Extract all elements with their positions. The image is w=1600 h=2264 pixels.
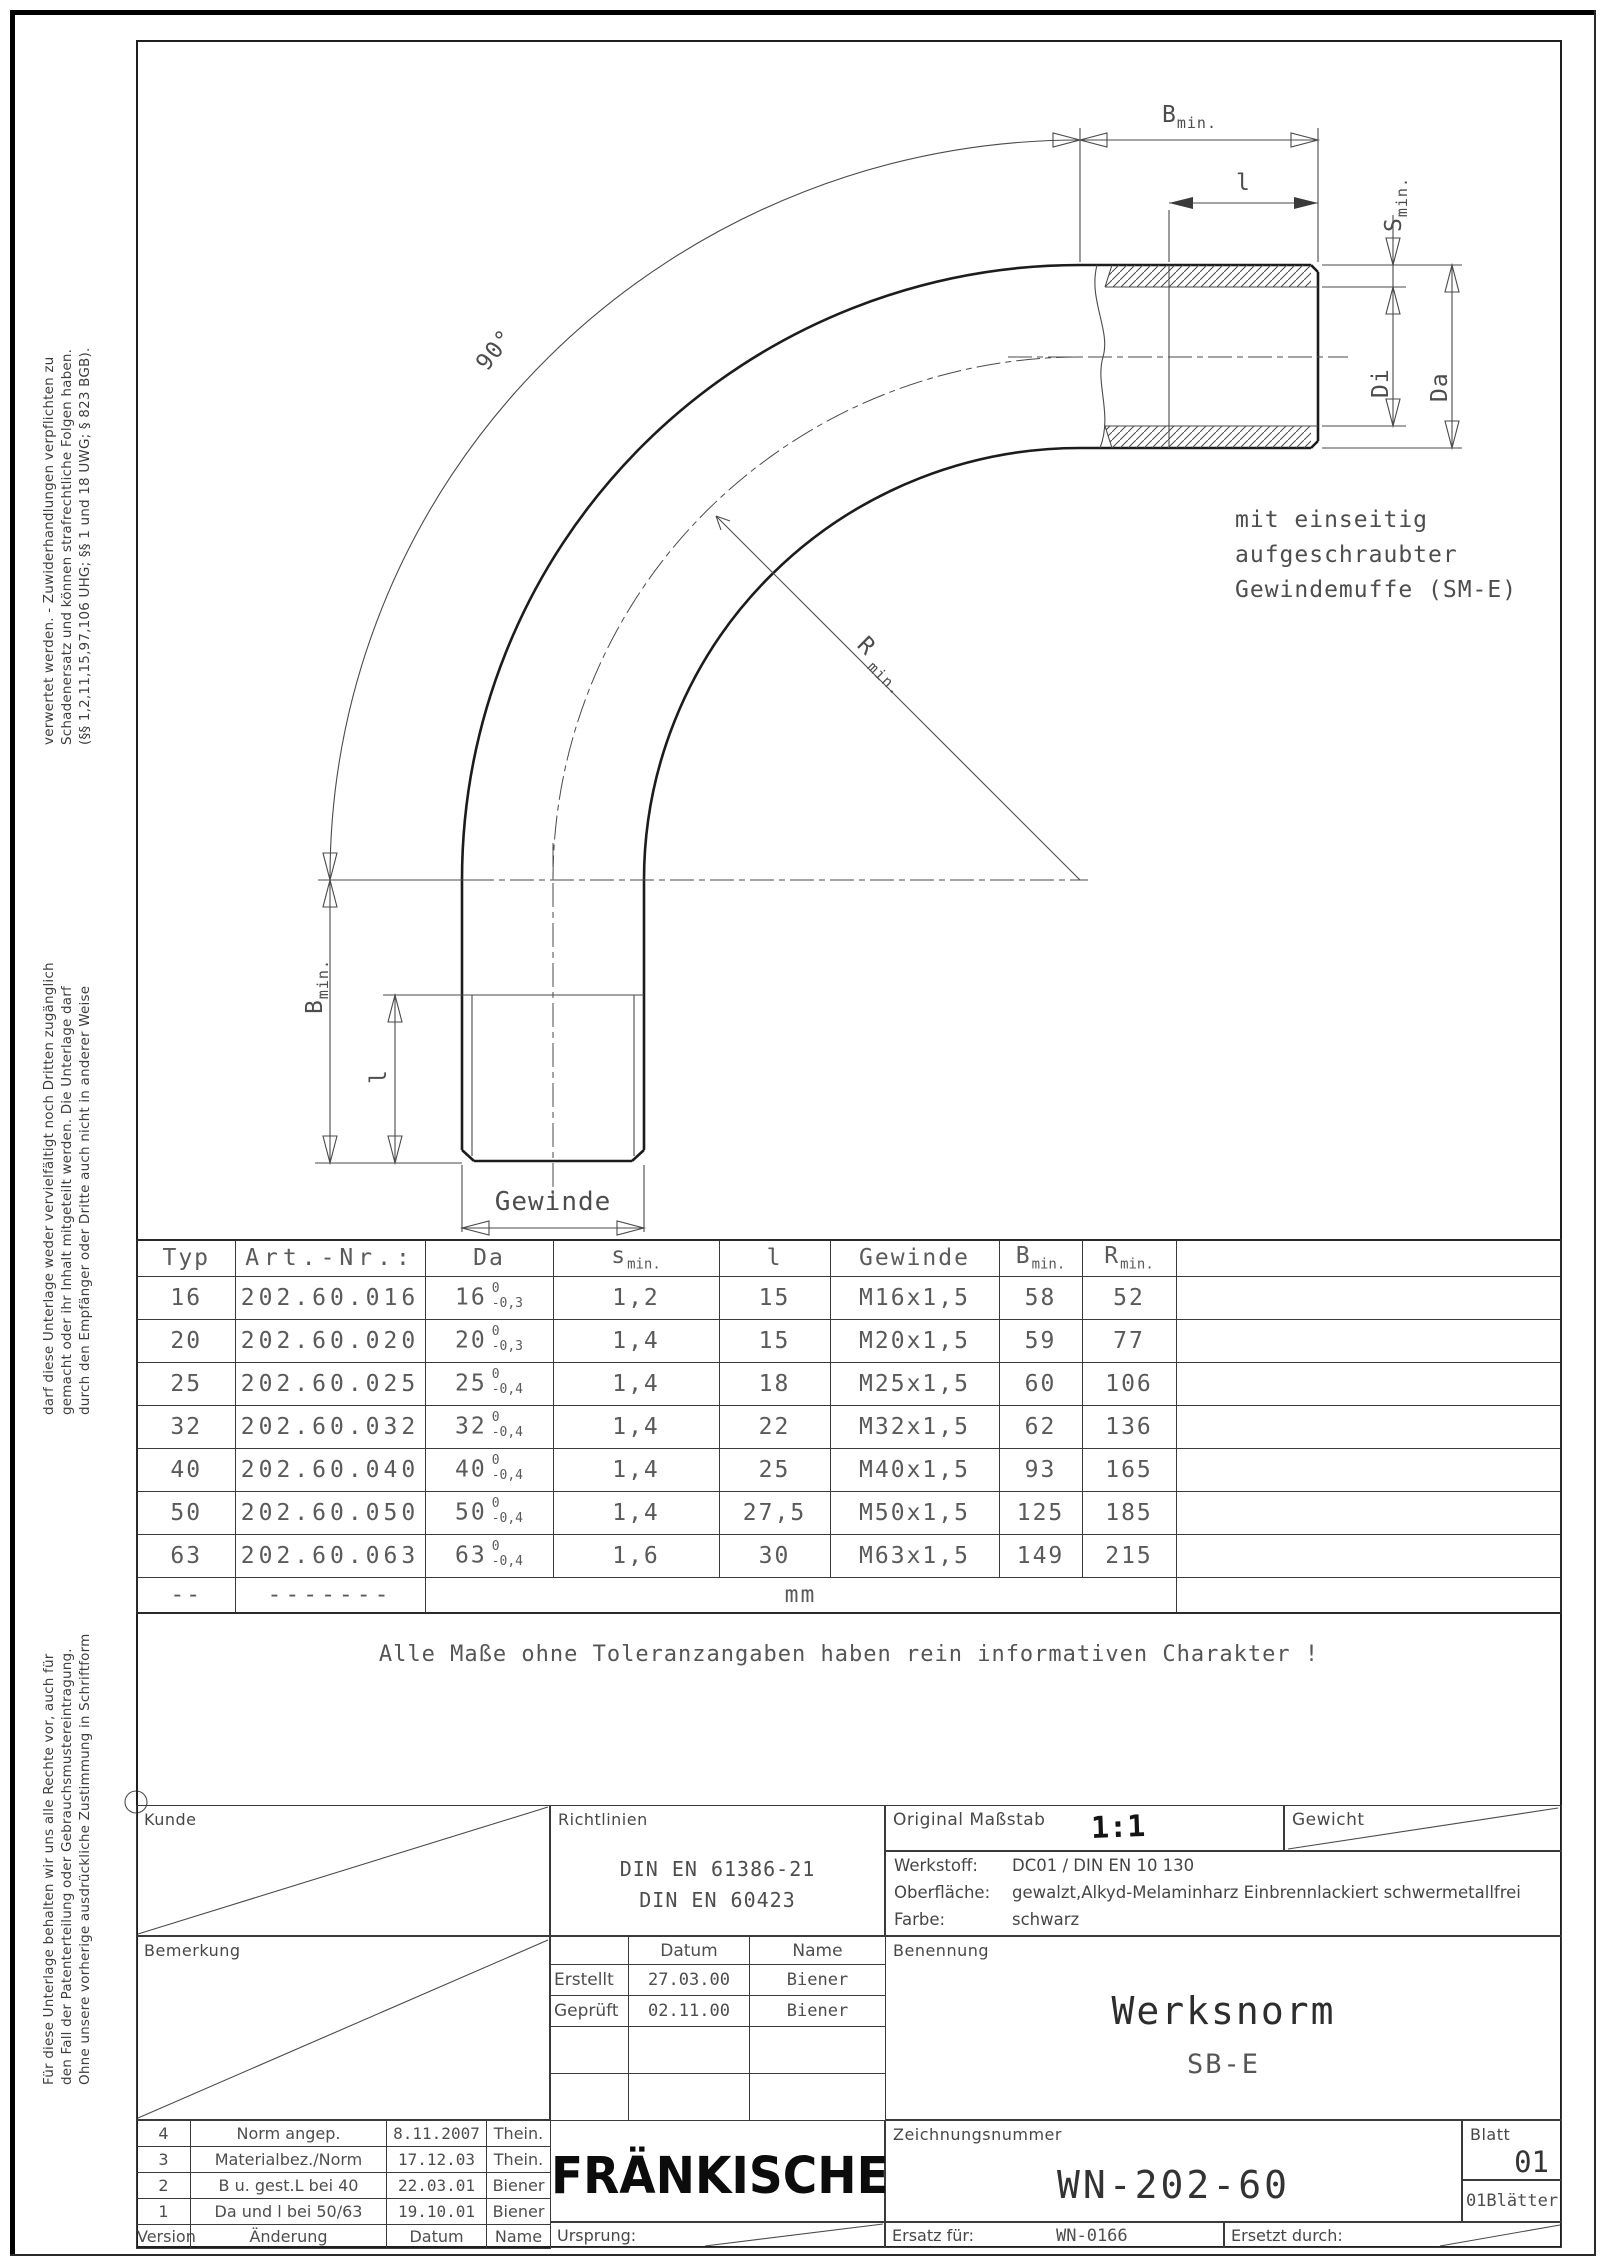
revision-row: 1 Da und l bei 50/63 19.10.01 Biener bbox=[137, 2199, 551, 2225]
oberflaeche-label: Oberfläche: bbox=[894, 1883, 991, 1902]
l-left-label: l bbox=[366, 1069, 392, 1084]
benennung-label: Benennung bbox=[893, 1941, 990, 1960]
col-header-b: $B_{min.}$ bbox=[999, 1240, 1082, 1276]
l-top-label: l bbox=[1236, 170, 1251, 196]
approvals-header-row bbox=[551, 1937, 886, 1965]
margin-note-bottom bbox=[40, 1634, 94, 2085]
col-header-empty bbox=[1176, 1240, 1561, 1276]
massstab-value: 1:1 bbox=[1090, 1809, 1146, 1846]
table-row: 20 202.60.020 20 0 -0,3 1,4 15 M20x1,5 59 77 bbox=[137, 1319, 1561, 1362]
blaetter-cell bbox=[1462, 2180, 1562, 2222]
da-label: Da bbox=[1427, 372, 1453, 402]
col-header-r: $R_{min.}$ bbox=[1082, 1240, 1176, 1276]
margin-note-middle bbox=[40, 962, 94, 1415]
richtlinien-cell bbox=[550, 1805, 885, 1936]
farbe-value: schwarz bbox=[1012, 1910, 1080, 1929]
ersatz-cell bbox=[885, 2222, 1224, 2248]
oberflaeche-value: gewalzt,Alkyd-Melaminharz Einbrennlackiert schwermetallfrei bbox=[1012, 1883, 1521, 1902]
margin-note-line: (§§ 1,2,11,15,97,106 UHG; §§ 1 und 18 UWG; § 823 BGB). bbox=[77, 347, 93, 745]
col-header-typ: Typ bbox=[137, 1240, 235, 1276]
col-header-l: l bbox=[719, 1240, 830, 1276]
col-header-s: $s_{min.}$ bbox=[553, 1240, 719, 1276]
ursprung-label: Ursprung: bbox=[557, 2226, 637, 2245]
di-label: Di bbox=[1368, 368, 1394, 398]
margin-note-line: Schadenersatz und können strafrechtliche Folgen haben. bbox=[59, 348, 75, 745]
material-cell bbox=[885, 1851, 1562, 1936]
ursprung-cell bbox=[550, 2222, 885, 2248]
table-row: 63 202.60.063 63 0 -0,4 1,6 30 M63x1,5 149 215 bbox=[137, 1534, 1561, 1577]
blatt-value: 01 bbox=[1514, 2145, 1549, 2179]
margin-note-line: darf diese Unterlage weder vervielfältigt noch Dritten zugänglich bbox=[41, 962, 57, 1415]
revision-row: 2 B u. gest.L bei 40 22.03.01 Biener bbox=[137, 2173, 551, 2199]
benennung-cell bbox=[885, 1936, 1562, 2120]
gewicht-label: Gewicht bbox=[1292, 1810, 1365, 1830]
zeichnungsnummer-label: Zeichnungsnummer bbox=[893, 2125, 1062, 2144]
ersatz-value: WN-0166 bbox=[1056, 2226, 1128, 2246]
benennung-title: Werksnorm bbox=[1111, 1989, 1336, 2033]
margin-note-line: Ohne unsere vorherige ausdrückliche Zustimmung in Schriftform bbox=[77, 1633, 93, 2085]
zeichnungsnummer-value: WN-202-60 bbox=[1057, 2163, 1290, 2207]
annotation-line: Gewindemuffe (SM-E) bbox=[1235, 577, 1518, 603]
table-row: 40 202.60.040 40 0 -0,4 1,4 25 M40x1,5 93 165 bbox=[137, 1448, 1561, 1491]
approvals-empty-row bbox=[551, 2074, 886, 2121]
annotation-line: aufgeschraubter bbox=[1235, 542, 1458, 568]
benennung-subtitle: SB-E bbox=[1186, 2049, 1261, 2080]
page-border-top bbox=[10, 10, 1595, 15]
massstab-cell bbox=[885, 1805, 1284, 1851]
approvals-table bbox=[550, 1936, 886, 2121]
gewinde-label: Gewinde bbox=[494, 1187, 612, 1217]
bemerkung-cell bbox=[136, 1936, 550, 2120]
richtlinien-label: Richtlinien bbox=[558, 1810, 648, 1829]
table-row: 25 202.60.025 25 0 -0,4 1,4 18 M25x1,5 60 106 bbox=[137, 1362, 1561, 1405]
b-min-top-label: $B_{min.}$ bbox=[1162, 102, 1217, 132]
farbe-label: Farbe: bbox=[894, 1910, 946, 1929]
ersatz-label: Ersatz für: bbox=[892, 2226, 975, 2245]
approvals-empty-row bbox=[551, 2027, 886, 2074]
unit-cell: mm bbox=[425, 1577, 1176, 1613]
col-header-gewinde: Gewinde bbox=[830, 1240, 999, 1276]
page-border-bottom bbox=[10, 2254, 1596, 2256]
gewicht-cell bbox=[1284, 1805, 1562, 1851]
revision-table bbox=[136, 2120, 551, 2249]
margin-note-line: gemacht oder ihr Inhalt mitgeteilt werden. Die Unterlage darf bbox=[59, 986, 75, 1415]
annotation-line: mit einseitig bbox=[1235, 507, 1429, 533]
approvals-name-header: Name bbox=[750, 1937, 886, 1965]
blatt-label: Blatt bbox=[1470, 2125, 1511, 2144]
page-border-right bbox=[1594, 10, 1596, 2256]
margin-note-top bbox=[40, 348, 94, 745]
angle-label: 90° bbox=[471, 324, 520, 376]
page-border-left bbox=[10, 10, 15, 2256]
tolerance-note: Alle Maße ohne Toleranzangaben haben rein informativen Charakter ! bbox=[378, 1642, 1320, 1667]
kunde-label: Kunde bbox=[144, 1810, 197, 1829]
margin-note-line: durch den Empfänger oder Dritte auch nicht in anderer Weise bbox=[77, 985, 93, 1415]
richtlinie-din-2: DIN EN 60423 bbox=[639, 1888, 796, 1912]
approvals-datum-header: Datum bbox=[629, 1937, 750, 1965]
revision-header-row: Version Änderung Datum Name bbox=[137, 2225, 551, 2249]
bemerkung-label: Bemerkung bbox=[144, 1941, 241, 1960]
col-header-da: Da bbox=[425, 1240, 553, 1276]
massstab-label: Original Maßstab bbox=[893, 1810, 1046, 1830]
s-min-label: $S_{min.}$ bbox=[1381, 177, 1411, 232]
approvals-row: Erstellt 27.03.00 Biener bbox=[551, 1965, 886, 1996]
fraenkische-logo: FRÄNKISCHE bbox=[551, 2146, 889, 2207]
werkstoff-value: DC01 / DIN EN 10 130 bbox=[1012, 1856, 1195, 1875]
richtlinie-din-1: DIN EN 61386-21 bbox=[619, 1857, 816, 1881]
col-header-art: Art.-Nr.: bbox=[235, 1240, 425, 1276]
table-row: 50 202.60.050 50 0 -0,4 1,4 27,5 M50x1,5 125 185 bbox=[137, 1491, 1561, 1534]
dimension-table bbox=[136, 1239, 1562, 1614]
table-row: 16 202.60.016 16 0 -0,3 1,2 15 M16x1,5 58 52 bbox=[137, 1276, 1561, 1319]
b-min-left-label: $B_{min.}$ bbox=[302, 959, 332, 1014]
table-row: 32 202.60.032 32 0 -0,4 1,4 22 M32x1,5 62 136 bbox=[137, 1405, 1561, 1448]
revision-row: 3 Materialbez./Norm 17.12.03 Thein. bbox=[137, 2147, 551, 2173]
ersetzt-cell bbox=[1224, 2222, 1562, 2248]
ersetzt-label: Ersetzt durch: bbox=[1231, 2226, 1343, 2245]
logo-cell bbox=[550, 2120, 889, 2222]
margin-note-line: den Fall der Patenterteilung oder Gebrauchsmustereintragung. bbox=[59, 1648, 75, 2085]
table-unit-row: -- ------- mm bbox=[137, 1577, 1561, 1613]
margin-note-line: Für diese Unterlage behalten wir uns alle Rechte vor, auch für bbox=[41, 1653, 57, 2085]
werkstoff-label: Werkstoff: bbox=[894, 1856, 978, 1875]
blaetter-value: 01Blätter bbox=[1465, 2191, 1559, 2211]
kunde-cell bbox=[136, 1805, 550, 1936]
approvals-row: Geprüft 02.11.00 Biener bbox=[551, 1996, 886, 2027]
revision-row: 4 Norm angep. 8.11.2007 Thein. bbox=[137, 2121, 551, 2147]
r-min-label: $R_{min.}$ bbox=[851, 631, 905, 700]
zeichnungsnummer-cell bbox=[885, 2120, 1462, 2222]
margin-note-line: verwertet werden. - Zuwiderhandlungen verpflichten zu bbox=[41, 356, 57, 745]
blatt-cell bbox=[1462, 2120, 1562, 2180]
table-header-row bbox=[137, 1240, 1561, 1276]
